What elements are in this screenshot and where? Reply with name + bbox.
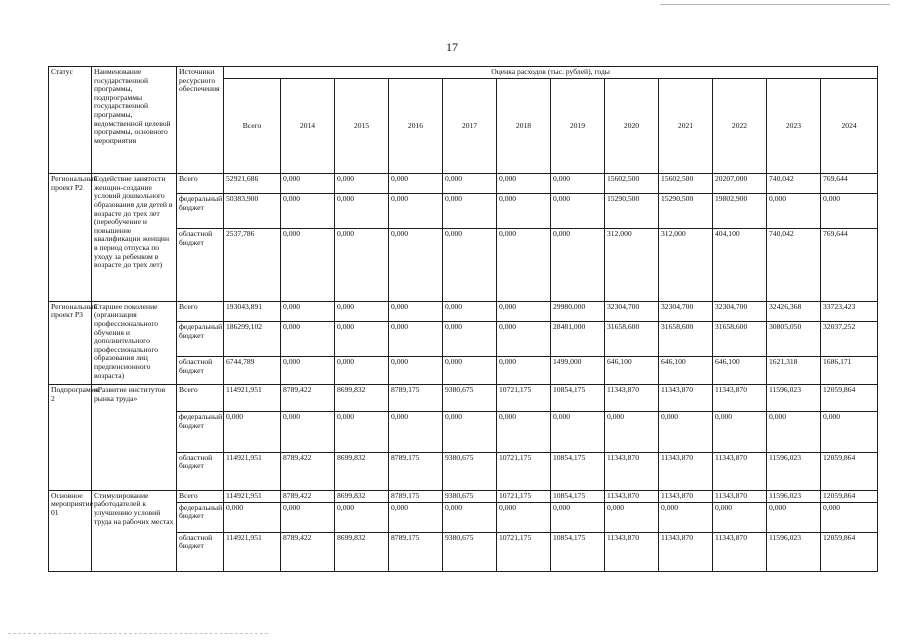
value-cell: 0,000 [335,229,389,301]
value-cell: 8789,422 [281,452,335,490]
value-cell: 9380,675 [443,385,497,412]
value-cell: 0,000 [767,502,821,532]
value-cell: 30805,050 [767,321,821,356]
value-cell: 15602,500 [605,174,659,194]
value-cell: 11596,023 [767,532,821,571]
value-cell: 29980,000 [551,301,605,321]
header-year: 2014 [281,78,335,174]
value-cell: 0,000 [659,502,713,532]
header-year: 2024 [821,78,878,174]
value-cell: 0,000 [443,174,497,194]
program-name-cell: Стимулирование работодателей к улучшению условий труда на рабочих местах [92,490,177,571]
value-cell: 15290,500 [605,194,659,229]
header-name: Наименование государственной программы, подпрограммы государственной программы, ведомственной целевой программы, основного мероприятия [92,67,177,174]
value-cell: 15290,500 [659,194,713,229]
table-row [49,174,878,194]
value-cell: 646,100 [659,357,713,385]
value-cell: 0,000 [497,301,551,321]
value-cell: 0,000 [281,321,335,356]
header-year: Всего [224,78,281,174]
value-cell: 11343,870 [605,452,659,490]
value-cell: 10854,175 [551,490,605,502]
value-cell: 11343,870 [605,490,659,502]
value-cell: 404,100 [713,229,767,301]
value-cell: 20207,000 [713,174,767,194]
value-cell: 32304,700 [713,301,767,321]
value-cell: 0,000 [551,194,605,229]
value-cell: 0,000 [551,229,605,301]
value-cell: 0,000 [497,357,551,385]
value-cell: 11596,023 [767,452,821,490]
value-cell: 0,000 [767,412,821,452]
header-year: 2015 [335,78,389,174]
value-cell: 11343,870 [659,532,713,571]
header-source: Источники ресурсного обеспечения [177,67,224,174]
value-cell: 0,000 [281,229,335,301]
value-cell: 10854,175 [551,532,605,571]
value-cell: 8699,832 [335,385,389,412]
value-cell: 114921,951 [224,452,281,490]
value-cell: 0,000 [281,357,335,385]
value-cell: 1686,171 [821,357,878,385]
value-cell: 15602,500 [659,174,713,194]
value-cell: 193043,891 [224,301,281,321]
value-cell: 0,000 [335,357,389,385]
value-cell: 12059,864 [821,490,878,502]
value-cell: 11343,870 [659,490,713,502]
value-cell: 8789,175 [389,532,443,571]
value-cell: 0,000 [281,412,335,452]
value-cell: 0,000 [713,412,767,452]
value-cell: 10721,175 [497,490,551,502]
value-cell: 32304,700 [605,301,659,321]
value-cell: 0,000 [443,194,497,229]
value-cell: 0,000 [224,412,281,452]
value-cell: 10721,175 [497,532,551,571]
value-cell: 33723,423 [821,301,878,321]
source-cell: Всего [177,174,224,194]
value-cell: 114921,951 [224,532,281,571]
value-cell: 0,000 [497,321,551,356]
value-cell: 11343,870 [605,385,659,412]
value-cell: 114921,951 [224,385,281,412]
value-cell: 8789,422 [281,490,335,502]
value-cell: 31658,600 [659,321,713,356]
value-cell: 19802,900 [713,194,767,229]
value-cell: 646,100 [605,357,659,385]
value-cell: 6744,789 [224,357,281,385]
value-cell: 10721,175 [497,452,551,490]
value-cell: 11343,870 [659,385,713,412]
value-cell: 0,000 [443,229,497,301]
value-cell: 312,000 [659,229,713,301]
source-cell: федеральный бюджет [177,194,224,229]
value-cell: 0,000 [497,502,551,532]
value-cell: 11343,870 [713,490,767,502]
value-cell: 0,000 [767,194,821,229]
value-cell: 0,000 [605,412,659,452]
value-cell: 769,644 [821,174,878,194]
value-cell: 0,000 [389,502,443,532]
top-rule [660,4,890,5]
value-cell: 32037,252 [821,321,878,356]
value-cell: 8789,422 [281,385,335,412]
value-cell: 32304,700 [659,301,713,321]
table-row [49,490,878,502]
value-cell: 0,000 [443,321,497,356]
value-cell: 52921,686 [224,174,281,194]
value-cell: 8789,175 [389,385,443,412]
header-year: 2021 [659,78,713,174]
status-cell: Подпрограмма 2 [49,385,92,491]
value-cell: 186299,102 [224,321,281,356]
value-cell: 0,000 [389,357,443,385]
header-year: 2019 [551,78,605,174]
value-cell: 0,000 [605,502,659,532]
table-body [49,67,878,572]
value-cell: 8699,832 [335,490,389,502]
header-year: 2017 [443,78,497,174]
value-cell: 312,000 [605,229,659,301]
source-cell: Всего [177,301,224,321]
value-cell: 11343,870 [659,452,713,490]
value-cell: 0,000 [497,229,551,301]
source-cell: областной бюджет [177,229,224,301]
value-cell: 0,000 [335,174,389,194]
value-cell: 11343,870 [605,532,659,571]
header-year: 2016 [389,78,443,174]
value-cell: 0,000 [389,301,443,321]
source-cell: областной бюджет [177,532,224,571]
value-cell: 31658,600 [605,321,659,356]
value-cell: 0,000 [281,502,335,532]
value-cell: 0,000 [335,194,389,229]
value-cell: 0,000 [389,321,443,356]
status-cell: Региональный проект Р2 [49,174,92,302]
value-cell: 0,000 [281,174,335,194]
value-cell: 0,000 [443,357,497,385]
value-cell: 646,100 [713,357,767,385]
value-cell: 11596,023 [767,385,821,412]
value-cell: 740,042 [767,174,821,194]
status-cell: Основное мероприятие 01 [49,490,92,571]
value-cell: 0,000 [551,412,605,452]
value-cell: 0,000 [281,194,335,229]
page-number: 17 [446,40,458,54]
value-cell: 11596,023 [767,490,821,502]
table-row [49,301,878,321]
value-cell: 0,000 [821,502,878,532]
value-cell: 0,000 [281,301,335,321]
header-year: 2018 [497,78,551,174]
table-row [49,385,878,412]
value-cell: 0,000 [389,194,443,229]
value-cell: 0,000 [497,174,551,194]
value-cell: 8789,175 [389,490,443,502]
value-cell: 11343,870 [713,385,767,412]
value-cell: 0,000 [497,194,551,229]
value-cell: 50383,900 [224,194,281,229]
value-cell: 740,042 [767,229,821,301]
value-cell: 0,000 [443,412,497,452]
value-cell: 0,000 [551,502,605,532]
value-cell: 0,000 [713,502,767,532]
value-cell: 9380,675 [443,532,497,571]
source-cell: Всего [177,385,224,412]
source-cell: областной бюджет [177,452,224,490]
value-cell: 9380,675 [443,490,497,502]
value-cell: 12059,864 [821,385,878,412]
value-cell: 10721,175 [497,385,551,412]
value-cell: 32426,368 [767,301,821,321]
program-name-cell: Старшее поколение (организация профессионального обучения и дополнительного профессионального образования лиц предпенсионного возраста) [92,301,177,384]
header-year: 2020 [605,78,659,174]
value-cell: 28481,000 [551,321,605,356]
header-year: 2023 [767,78,821,174]
header-row-1 [49,67,878,79]
program-name-cell: Содействие занятости женщин-создание условий дошкольного образования для детей в возрасте до трех лет (переобучение и повышение квалификации женщин в период отпуска по уходу за ребенком в возрасте до трех лет) [92,174,177,302]
value-cell: 0,000 [497,412,551,452]
value-cell: 12059,864 [821,452,878,490]
value-cell: 12059,864 [821,532,878,571]
source-cell: областной бюджет [177,357,224,385]
value-cell: 0,000 [389,412,443,452]
value-cell: 1621,318 [767,357,821,385]
value-cell: 0,000 [659,412,713,452]
value-cell: 114921,951 [224,490,281,502]
bottom-rule [8,633,268,634]
status-cell: Региональный проект Р3 [49,301,92,384]
header-status: Статус [49,67,92,174]
value-cell: 10854,175 [551,385,605,412]
value-cell: 0,000 [551,174,605,194]
program-name-cell: «Развитие институтов рынка труда» [92,385,177,491]
source-cell: Всего [177,490,224,502]
value-cell: 0,000 [389,174,443,194]
value-cell: 9380,675 [443,452,497,490]
value-cell: 0,000 [443,301,497,321]
value-cell: 0,000 [335,301,389,321]
value-cell: 0,000 [443,502,497,532]
source-cell: федеральный бюджет [177,321,224,356]
source-cell: федеральный бюджет [177,502,224,532]
header-estimate: Оценка расходов (тыс. рублей), годы [224,67,878,79]
budget-table [48,66,878,572]
value-cell: 0,000 [224,502,281,532]
value-cell: 0,000 [335,502,389,532]
value-cell: 0,000 [335,321,389,356]
value-cell: 8789,175 [389,452,443,490]
source-cell: федеральный бюджет [177,412,224,452]
value-cell: 0,000 [821,412,878,452]
header-year: 2022 [713,78,767,174]
value-cell: 8699,832 [335,452,389,490]
value-cell: 11343,870 [713,532,767,571]
value-cell: 8789,422 [281,532,335,571]
value-cell: 31658,600 [713,321,767,356]
value-cell: 0,000 [335,412,389,452]
value-cell: 0,000 [389,229,443,301]
value-cell: 10854,175 [551,452,605,490]
value-cell: 11343,870 [713,452,767,490]
value-cell: 1499,000 [551,357,605,385]
value-cell: 8699,832 [335,532,389,571]
value-cell: 769,644 [821,229,878,301]
value-cell: 0,000 [821,194,878,229]
value-cell: 2537,786 [224,229,281,301]
